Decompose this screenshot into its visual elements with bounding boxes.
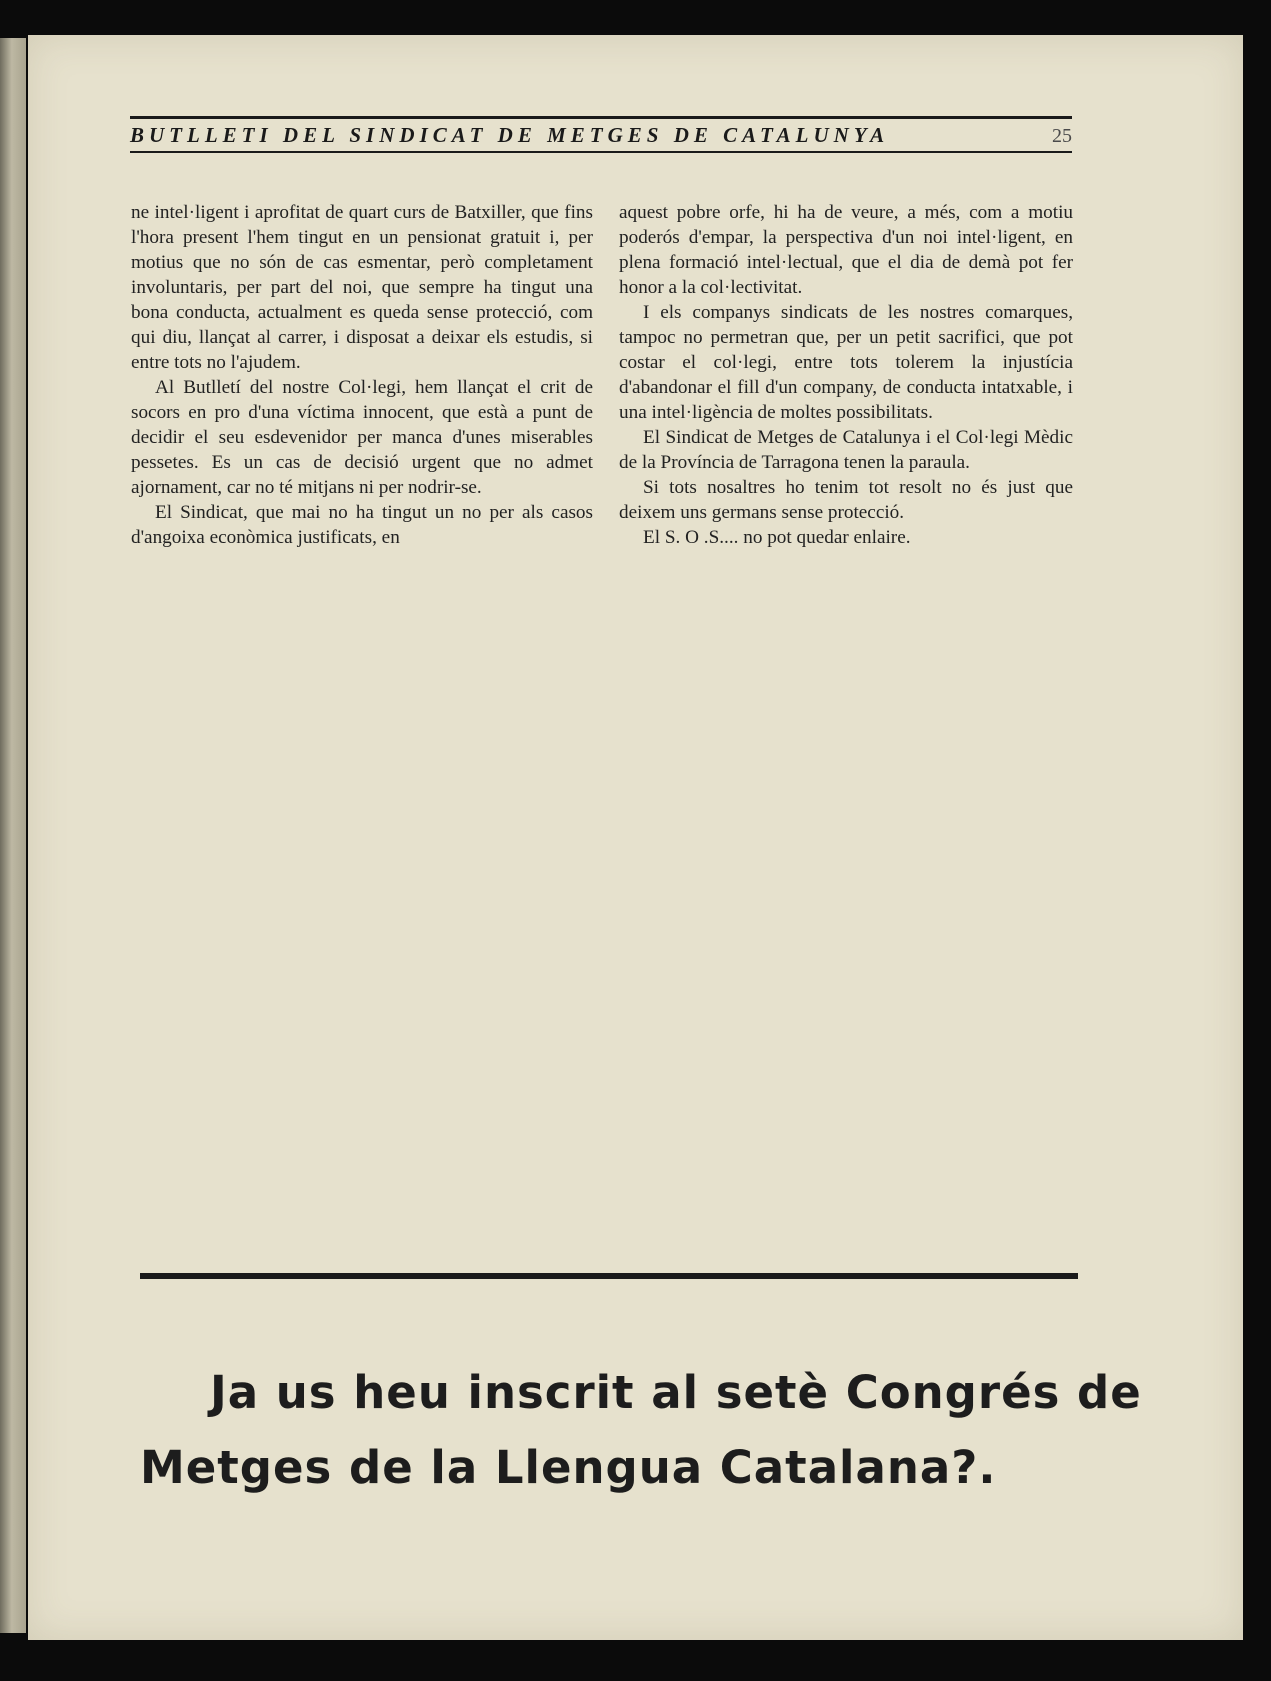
right-paragraph-4: Si tots nosaltres ho tenim tot resolt no és just que deixem uns germans sense protecció. xyxy=(619,477,1073,523)
congress-advert xyxy=(140,1355,1142,1505)
page-number: 25 xyxy=(1052,125,1072,147)
left-paragraph-3: El Sindicat, que mai no ha tingut un no per als casos d'angoixa econòmica justificats, en xyxy=(131,502,593,548)
right-paragraph-1: aquest pobre orfe, hi ha de veure, a més, com a motiu poderós d'empar, la perspectiva d'un noi intel·ligent, en plena formació intel·lectual, que el dia de demà pot fer honor a la col·lectivitat. xyxy=(619,202,1073,298)
left-paragraph-1: ne intel·ligent i aprofitat de quart curs de Batxiller, que fins l'hora present l'hem tingut en un pensionat gratuit i, per motius que no són de cas esmentar, però completament involuntaris, per part del noi, que sempre ha tingut una bona conducta, actualment es queda sense protecció, com qui diu, llançat al carrer, i disposat a deixar els estudis, si entre tots no l'ajudem. xyxy=(131,202,593,373)
header-bottom-rule xyxy=(130,151,1072,153)
right-paragraph-5: El S. O .S.... no pot quedar enlaire. xyxy=(643,527,911,548)
left-column xyxy=(131,200,593,550)
book-spine xyxy=(0,38,26,1633)
right-paragraph-2: I els companys sindicats de les nostres comarques, tampoc no permetran que, per un petit sacrifici, que pot costar el col·legi, entre tots tolerem la injustícia d'abandonar el fill d'un company, de conducta intatxable, i una intel·ligència de moltes possibilitats. xyxy=(619,302,1073,423)
advert-rule xyxy=(140,1273,1078,1279)
header-row xyxy=(130,119,1072,151)
journal-title: BUTLLETI DEL SINDICAT DE METGES DE CATALUNYA xyxy=(130,123,890,147)
right-paragraph-3: El Sindicat de Metges de Catalunya i el Col·legi Mèdic de la Província de Tarragona tenen la paraula. xyxy=(619,427,1073,473)
right-column xyxy=(619,200,1073,550)
left-paragraph-2: Al Butlletí del nostre Col·legi, hem llançat el crit de socors en pro d'una víctima innocent, que està a punt de decidir el seu esdevenidor per manca d'unes miserables pessetes. Es un cas de decisió urgent que no admet ajornament, car no té mitjans ni per nodrir-se. xyxy=(131,377,593,498)
advert-line-1: Ja us heu inscrit al setè Congrés de xyxy=(210,1366,1142,1419)
advert-line-2: Metges de la Llengua Catalana?. xyxy=(140,1441,997,1494)
running-header xyxy=(130,116,1072,153)
